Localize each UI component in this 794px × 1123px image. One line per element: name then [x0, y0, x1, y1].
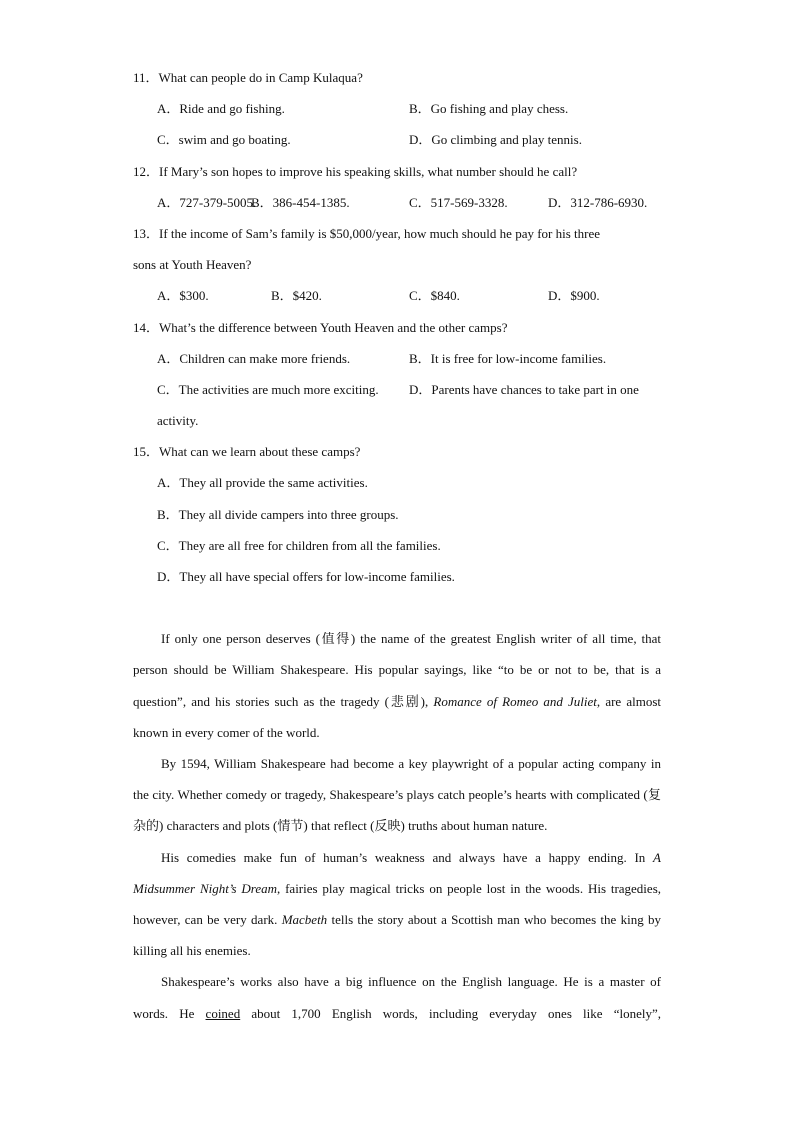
passage-p1-text-b: , are almost known in every comer of the world.: [133, 693, 661, 740]
question-14-option-b: B．It is free for low-income families.: [409, 350, 607, 366]
question-14-option-d: D．Parents have chances to take part in one: [409, 381, 639, 397]
question-15-option-d-row: [133, 561, 661, 592]
question-15-option-b-row: [133, 499, 661, 530]
question-14-options-row-3: [133, 405, 661, 436]
question-13-options-row: [133, 280, 661, 311]
question-12-options-row: [133, 187, 661, 218]
passage-p3-text-a: His comedies make fun of human’s weakness and always have a happy ending. In: [161, 849, 654, 865]
passage-p1-text-a: If only one person deserves (值得) the name of the greatest English writer of all time, that person should be William Shakespeare. His popular sayings, like “to be or not to be, that is a question”, and his stories such as the tragedy (悲剧),: [133, 631, 661, 709]
question-13-option-b: B．$420.: [271, 288, 322, 304]
document-page: [133, 62, 661, 1029]
question-15-option-c: C．They are all free for children from all the families.: [157, 537, 441, 553]
passage-paragraph-3: [133, 842, 661, 967]
question-13-option-d: D．$900.: [548, 288, 600, 304]
question-12-option-c: C．517-569-3328.: [409, 194, 508, 210]
question-11-stem: 11．What can people do in Camp Kulaqua?: [133, 70, 363, 85]
question-15-stem: 15．What can we learn about these camps?: [133, 444, 361, 460]
passage-paragraph-4: [133, 966, 661, 1028]
question-15-option-b: B．They all divide campers into three groups.: [157, 506, 399, 522]
question-15-option-d: D．They all have special offers for low-income families.: [157, 569, 455, 584]
question-14-options-row-1: [133, 343, 661, 374]
question-13-option-a: A．$300.: [157, 288, 209, 304]
passage-p3-title: A Midsummer Night’s Dream: [133, 849, 661, 896]
question-12-option-d: D．312-786-6930.: [548, 194, 648, 210]
question-13-stem-line-1: 13．If the income of Sam’s family is $50,000/year, how much should he pay for his three: [133, 225, 601, 241]
question-15-option-a: A．They all provide the same activities.: [157, 475, 368, 491]
question-12-option-a: A．727-379-5005.: [157, 194, 257, 210]
passage-p3-title-2: Macbeth: [281, 912, 328, 928]
question-14-option-d-continued: activity.: [157, 413, 199, 429]
passage-p3-text-b: , fairies play magical tricks on people lost in the woods. His tragedies, however, can be very dark.: [133, 880, 662, 928]
question-12-option-b: B．386-454-1385.: [251, 194, 350, 210]
question-13-option-c: C．$840.: [409, 288, 460, 304]
passage-paragraph-2: By 1594, William Shakespeare had become a key playwright of a popular acting company in the city. Whether comedy or tragedy, Shakespeare’s plays catch people’s hearts with complicated (复杂的) characters and plots (情节) that reflect (反映) truths about human nature.: [133, 756, 661, 834]
question-14-option-c: C．The activities are much more exciting.: [157, 381, 379, 397]
passage-p4-underlined-word: coined: [205, 1005, 241, 1021]
question-13-stem-line-2: sons at Youth Heaven?: [133, 257, 252, 273]
question-11-options-row-2: [133, 124, 661, 155]
passage-p4-text-a: Shakespeare’s works also have a big influence on the English language. He is a master of words. He: [133, 974, 661, 1021]
passage-paragraph-1: [133, 623, 661, 748]
question-12-stem: 12．If Mary’s son hopes to improve his speaking skills, what number should he call?: [133, 163, 578, 179]
section-gap: [133, 592, 661, 623]
passage-p3-text-c: tells the story about a Scottish man who becomes the king by killing all his enemies.: [133, 912, 661, 959]
passage-p4-text-b: about 1,700 English words, including everyday ones like “lonely”,: [240, 1005, 662, 1021]
question-15-option-a-row: [133, 467, 661, 498]
question-11-option-b: B．Go fishing and play chess.: [409, 101, 569, 117]
question-11-options-row-1: [133, 93, 661, 124]
question-14-stem: 14．What’s the difference between Youth Heaven and the other camps?: [133, 319, 508, 335]
question-11-option-a: A．Ride and go fishing.: [157, 101, 285, 117]
passage-p1-title: Romance of Romeo and Juliet: [433, 693, 597, 709]
question-11-option-d: D．Go climbing and play tennis.: [409, 132, 582, 148]
question-14-option-a: A．Children can make more friends.: [157, 350, 351, 366]
question-15-option-c-row: [133, 530, 661, 561]
question-11-option-c: C．swim and go boating.: [157, 132, 291, 148]
question-14-options-row-2: [133, 374, 661, 405]
